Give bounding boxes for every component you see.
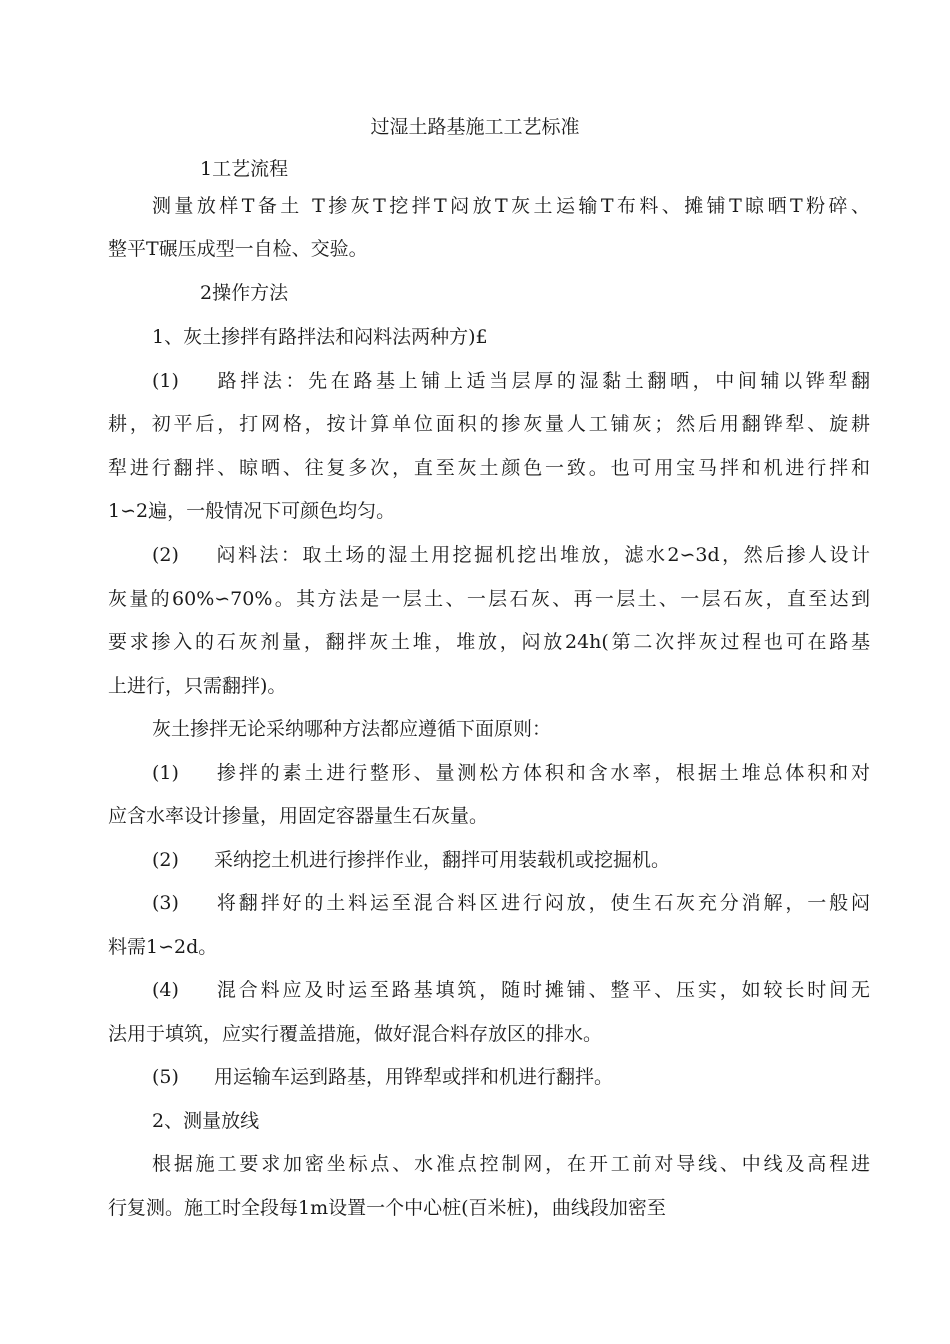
paragraph-text: 掺拌的素土进行整形、量测松方体积和含水率，根据土堆总体积和对 bbox=[214, 762, 870, 784]
paragraph-text: 路拌法：先在路基上铺上适当层厚的湿黏土翻晒，中间辅以铧犁翻 bbox=[214, 370, 870, 392]
item-number: (3) bbox=[152, 892, 179, 914]
paragraph-text: 用运输车运到路基，用铧犁或拌和机进行翻拌。 bbox=[214, 1066, 614, 1088]
method-1-heading: 1、灰土掺拌有路拌法和闷料法两种方)£ bbox=[152, 326, 488, 348]
method-2-line-1: 根据施工要求加密坐标点、水准点控制网，在开工前对导线、中线及高程进 bbox=[152, 1153, 870, 1175]
item-number: (2) bbox=[152, 849, 179, 871]
method-1-1-line-3: 犁进行翻拌、晾晒、往复多次，直至灰土颜色一致。也可用宝马拌和机进行拌和 bbox=[108, 457, 870, 479]
section-2-heading: 2操作方法 bbox=[200, 282, 289, 304]
method-1-1-line-4: 1∽2遍，一般情况下可颜色均匀。 bbox=[108, 500, 396, 522]
principle-3-line-1 bbox=[152, 889, 870, 917]
method-1-2-line-2: 灰量的60%∽70%。其方法是一层土、一层石灰、再一层土、一层石灰，直至达到 bbox=[108, 588, 870, 610]
item-number: (1) bbox=[152, 762, 179, 784]
principle-5-line-1 bbox=[152, 1063, 613, 1091]
method-1-1-line-2: 耕，初平后，打网格，按计算单位面积的掺灰量人工铺灰；然后用翻铧犁、旋耕 bbox=[108, 413, 870, 435]
process-flow-line-2: 整平T碾压成型一自检、交验。 bbox=[108, 238, 368, 260]
method-1-2-line-4: 上进行，只需翻拌)。 bbox=[108, 675, 287, 697]
item-number: (2) bbox=[152, 544, 179, 566]
paragraph-text: 闷料法：取土场的湿土用挖掘机挖出堆放，滤水2∽3d，然后掺人设计 bbox=[214, 544, 870, 566]
method-2-line-2: 行复测。施工时全段每1m设置一个中心桩(百米桩)，曲线段加密至 bbox=[108, 1197, 666, 1219]
item-number: (4) bbox=[152, 979, 179, 1001]
principle-intro: 灰土掺拌无论采纳哪种方法都应遵循下面原则： bbox=[152, 718, 552, 740]
paragraph-text: 混合料应及时运至路基填筑，随时摊铺、整平、压实，如较长时间无 bbox=[214, 979, 870, 1001]
principle-3-line-2: 料需1∽2d。 bbox=[108, 936, 218, 958]
method-2-heading: 2、测量放线 bbox=[152, 1110, 260, 1132]
document-title: 过湿土路基施工工艺标准 bbox=[370, 116, 580, 138]
process-flow-line-1: 测量放样T备土 T掺灰T挖拌T闷放T灰土运输T布料、摊铺T晾晒T粉碎、 bbox=[152, 195, 870, 217]
item-number: (1) bbox=[152, 370, 179, 392]
method-1-1-line-1 bbox=[152, 367, 870, 395]
section-1-heading: 1工艺流程 bbox=[200, 158, 289, 180]
principle-1-line-1 bbox=[152, 759, 870, 787]
paragraph-text: 将翻拌好的土料运至混合料区进行闷放，使生石灰充分消解，一般闷 bbox=[214, 892, 870, 914]
method-1-2-line-1 bbox=[152, 541, 870, 569]
principle-4-line-1 bbox=[152, 976, 870, 1004]
method-1-2-line-3: 要求掺入的石灰剂量，翻拌灰土堆，堆放，闷放24h(第二次拌灰过程也可在路基 bbox=[108, 631, 870, 653]
principle-2-line-1 bbox=[152, 846, 670, 874]
paragraph-text: 采纳挖土机进行掺拌作业，翻拌可用装载机或挖掘机。 bbox=[214, 849, 671, 871]
principle-1-line-2: 应含水率设计掺量，用固定容器量生石灰量。 bbox=[108, 805, 489, 827]
principle-4-line-2: 法用于填筑，应实行覆盖措施，做好混合料存放区的排水。 bbox=[108, 1023, 603, 1045]
item-number: (5) bbox=[152, 1066, 179, 1088]
